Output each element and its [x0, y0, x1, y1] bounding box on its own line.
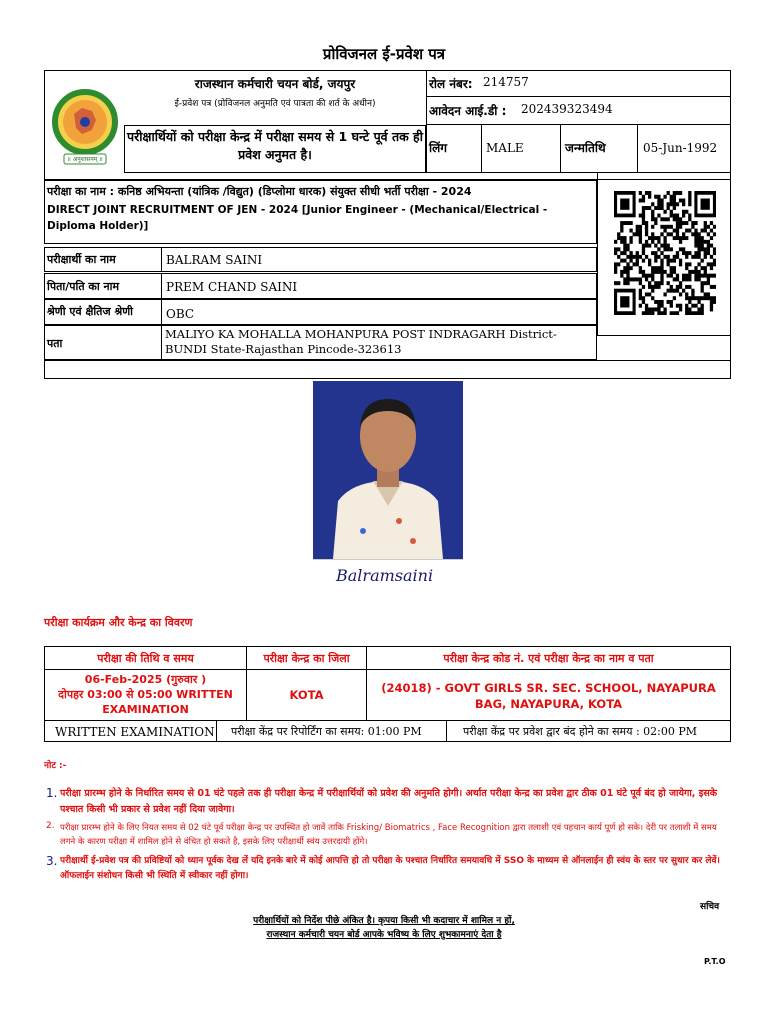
qr-code — [614, 191, 716, 315]
col-center: परीक्षा केन्द्र कोड नं. एवं परीक्षा केन्द्र का नाम व पता — [366, 646, 731, 670]
dob-value: 05-Jun-1992 — [643, 141, 718, 155]
note-3: परीक्षार्थी ई-प्रवेश पत्र की प्रविष्टियों को ध्यान पूर्वक देख लें यदि इनके बारे में कोई आपत्ति हो तो परीक्षा के पश्चात निर्धारित समयावधि में SSO के माध्यम से ऑनलाईन ही स्वंय के स्तर पर सुधार कर लेवें। ऑफलाईन संशोधन किसी भी स्थिति में स्वीकार नहीं होगा। — [60, 856, 720, 881]
detail-value-address: MALIYO KA MOHALLA MOHANPURA POST INDRAGARH District-BUNDI State-Rajasthan Pincode-323613 — [165, 327, 557, 356]
detail-label-name: परीक्षार्थी का नाम — [47, 253, 116, 266]
detail-label-father-cell — [44, 273, 162, 299]
exam-name-hindi: परीक्षा का नाम : कनिष्ठ अभियन्ता (यांत्रिक /विद्युत) (डिप्लोमा धारक) संयुक्त सीधी भर्ती परीक्षा - 2024 — [47, 185, 472, 198]
logo-motto: ॥ अनुशासनम् ॥ — [67, 156, 103, 163]
candidate-signature: Balramsaini — [336, 566, 434, 585]
notes-label: नोट :- — [44, 761, 67, 771]
col-district: परीक्षा केन्द्र का जिला — [246, 646, 367, 670]
footer-line-2: राजस्थान कर्मचारी चयन बोर्ड आपके भविष्य के लिए शुभकामनाएं देता है — [266, 930, 502, 940]
col-datetime: परीक्षा की तिथि व समय — [44, 646, 247, 670]
dob-label: जन्मतिथि — [565, 141, 606, 155]
gender-value-cell — [481, 124, 561, 173]
dob-value-cell — [637, 124, 731, 173]
gender-label: लिंग — [429, 141, 448, 155]
entry-notice: परीक्षार्थियों को परीक्षा केन्द्र में परीक्षा समय से 1 घन्टे पूर्व तक ही प्रवेश अनुमत है। — [124, 125, 426, 173]
detail-value-father-cell — [161, 273, 597, 299]
gender-label-cell — [426, 124, 482, 173]
exam-name-block — [44, 180, 597, 244]
detail-value-category-cell — [161, 299, 597, 325]
detail-value-category: OBC — [166, 307, 195, 321]
exam-name-english: DIRECT JOINT RECRUITMENT OF JEN - 2024 [Junior Engineer - (Mechanical/Electrical - Diploma Holder)] — [47, 204, 548, 232]
reporting-time: परीक्षा केंद्र पर रिपोर्टिंग का समय: 01:00 PM — [216, 720, 447, 742]
roll-row — [426, 70, 731, 97]
admit-subtitle: ई-प्रवेश पत्र (प्रोविजनल अनुमति एवं पात्रता की शर्त के अधीन) — [174, 99, 376, 109]
schedule-heading: परीक्षा कार्यक्रम और केन्द्र का विवरण — [44, 616, 193, 629]
detail-label-category-cell — [44, 299, 162, 325]
application-label: आवेदन आई.डी : — [429, 104, 507, 118]
gender-value: MALE — [486, 141, 524, 155]
detail-label-category: श्रेणी एवं क्षैतिज श्रेणी — [47, 305, 134, 318]
board-name: राजस्थान कर्मचारी चयन बोर्ड, जयपुर — [194, 77, 356, 91]
pto-label: P.T.O — [704, 957, 726, 966]
exam-time: दोपहर 03:00 से 05:00 WRITTEN EXAMINATION — [58, 688, 233, 716]
exam-district: KOTA — [246, 669, 367, 721]
note-2: परीक्षा प्रारम्भ होने के लिए नियत समय से 02 घंटे पूर्व परीक्षा केन्द्र पर उपस्थित हो जावें ताकि Frisking/ Biomatrics , Face Recognition द्वारा तलाशी एवं पहचान कार्य पूर्ण हो सके। देरी पर तलाशी में समय लगने के कारण परीक्षा में शामिल होने से वंचित हो सकते है, इसके लिए परीक्षार्थी स्वंय उत्तरदायी होंगे। — [60, 823, 717, 847]
roll-value: 214757 — [483, 75, 529, 89]
exam-center: (24018) - GOVT GIRLS SR. SEC. SCHOOL, NAYAPURA BAG, NAYAPURA, KOTA — [366, 669, 731, 721]
note-1-number: 1. — [46, 786, 58, 800]
exam-date: 06-Feb-2025 (गुरुवार ) — [84, 673, 207, 686]
note-3-number: 3. — [46, 854, 58, 868]
application-row — [426, 96, 731, 125]
roll-label: रोल नंबर: — [429, 77, 473, 91]
note-2-number: 2. — [46, 821, 55, 831]
rssb-logo — [52, 84, 118, 170]
detail-label-address: पता — [47, 337, 63, 350]
detail-label-father: पिता/पति का नाम — [47, 280, 120, 293]
application-value: 202439323494 — [521, 102, 613, 116]
details-frame-right — [44, 336, 731, 379]
detail-value-name: BALRAM SAINI — [166, 253, 263, 267]
note-1: परीक्षा प्रारम्भ होने के निर्धारित समय से 01 घंटे पहले तक ही परीक्षा केन्द्र में परीक्षार्थियों को प्रवेश की अनुमति होगी। अर्थात परीक्षा केन्द्र का प्रवेश द्वार ठीक 01 घंटे पूर्व बंद हो जायेगा, इसके पश्चात किसी भी प्रकार से प्रवेश नहीं दिया जावेगा। — [60, 788, 718, 815]
detail-value-name-cell — [161, 247, 597, 272]
exam-mode: WRITTEN EXAMINATION — [44, 720, 217, 742]
candidate-photo — [313, 381, 463, 559]
detail-value-father: PREM CHAND SAINI — [166, 280, 298, 294]
secretary-label: सचिव — [700, 902, 720, 912]
details-divider — [44, 360, 731, 361]
exam-datetime-cell — [44, 669, 247, 721]
detail-label-name-cell — [44, 247, 162, 272]
gate-close-time: परीक्षा केंद्र पर प्रवेश द्वार बंद होने का समय : 02:00 PM — [446, 720, 731, 742]
dob-label-cell — [560, 124, 638, 173]
page-title: प्रोविजनल ई-प्रवेश पत्र — [322, 45, 446, 63]
footer-line-1: परीक्षार्थियों को निर्देश पीछे अंकित है। कृपया किसी भी कदाचार में शामिल न हों, — [253, 916, 515, 926]
